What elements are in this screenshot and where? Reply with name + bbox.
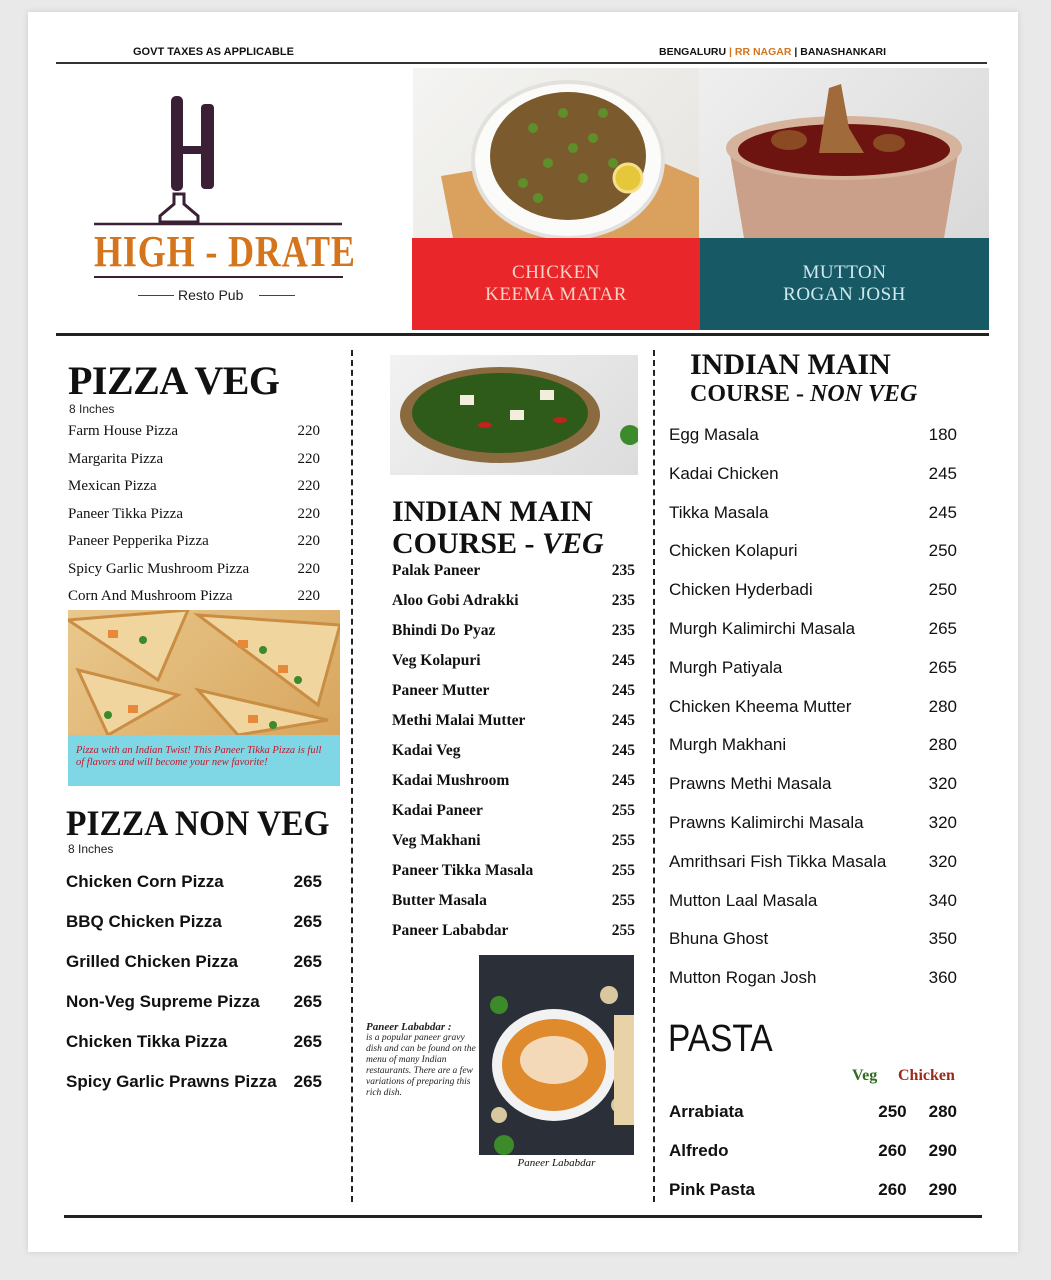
item-price: 180	[928, 425, 957, 444]
item-name: Kadai Veg	[392, 742, 461, 759]
item-name: Methi Malai Mutter	[392, 712, 526, 729]
pizza-nonveg-item	[66, 1072, 322, 1092]
item-price-veg: 250	[878, 1102, 907, 1121]
item-price: 250	[928, 541, 957, 561]
item-price: 245	[611, 652, 635, 669]
column-divider-1	[351, 350, 353, 1202]
pasta-col-chicken: Chicken	[898, 1067, 955, 1084]
beer-tap-icon	[94, 96, 350, 236]
item-price: 245	[611, 772, 635, 789]
item-price: 255	[611, 802, 635, 819]
indian-nonveg-item	[669, 541, 957, 561]
paneer-tikka-pizza-promo	[68, 610, 340, 786]
item-price: 265	[293, 1032, 322, 1051]
indian-nonveg-item	[669, 891, 957, 911]
item-price: 360	[928, 968, 957, 988]
item-name: Chicken Tikka Pizza	[66, 1032, 228, 1051]
indian-nonveg-item	[669, 774, 957, 794]
indian-veg-item	[392, 682, 635, 700]
item-name: Murgh Kalimirchi Masala	[669, 619, 856, 638]
item-name: Butter Masala	[392, 892, 487, 909]
pizza-nonveg-item	[66, 992, 322, 1012]
item-name: Paneer Mutter	[392, 682, 490, 699]
pizza-veg-item	[68, 588, 320, 605]
indian-nonveg-item	[669, 619, 957, 639]
pizza-veg-item	[68, 423, 320, 440]
item-price: 265	[928, 657, 957, 677]
pizza-veg-item	[68, 533, 320, 550]
featured-mutton-rogan-josh: MUTTON ROGAN JOSH	[700, 238, 989, 330]
item-price: 320	[928, 851, 957, 871]
indian-nonveg-item	[669, 813, 957, 833]
indian-veg-item	[392, 832, 635, 850]
pasta-item	[669, 1141, 957, 1161]
pizza-veg-size: 8 Inches	[69, 402, 115, 416]
item-price: 265	[293, 1072, 322, 1091]
item-price: 245	[611, 742, 635, 759]
indian-nonveg-item	[669, 425, 957, 445]
taxes-note: GOVT TAXES AS APPLICABLE	[133, 46, 294, 58]
paneer-lababdar-note: Paneer Lababdar : is a popular paneer gravy dish and can be found on the menu of many Indian restaurants. There are a few variations of preparing this rich dish.	[366, 1021, 476, 1098]
item-name: Paneer Tikka Pizza	[68, 505, 183, 522]
item-name: Egg Masala	[669, 425, 759, 444]
item-name: Kadai Chicken	[669, 463, 779, 483]
item-price: 265	[293, 952, 322, 971]
item-price-veg: 260	[878, 1141, 907, 1160]
indian-nonveg-item	[669, 697, 957, 717]
pasta-item	[669, 1180, 957, 1200]
item-name: Grilled Chicken Pizza	[66, 952, 238, 971]
item-price: 255	[611, 862, 635, 879]
item-price: 245	[611, 712, 635, 729]
item-name: Veg Kolapuri	[392, 652, 481, 669]
item-name: Paneer Pepperika Pizza	[68, 533, 209, 549]
item-name: Paneer Lababdar	[392, 922, 509, 939]
indian-veg-item	[392, 592, 635, 610]
item-price: 235	[611, 592, 635, 609]
promo-caption: Pizza with an Indian Twist! This Paneer Tikka Pizza is full of flavors and will become your new favorite!	[68, 735, 340, 786]
item-name: Murgh Patiyala	[669, 657, 783, 677]
footer-rule	[64, 1215, 982, 1218]
location-rr-nagar: RR NAGAR	[734, 46, 792, 58]
pizza-nonveg-title: PIZZA NON VEG	[66, 803, 330, 843]
item-price: 220	[297, 588, 320, 604]
item-name: Pink Pasta	[669, 1180, 755, 1199]
item-price-chicken: 280	[928, 1102, 957, 1121]
item-price: 320	[928, 774, 957, 794]
paneer-lababdar-photo	[479, 955, 634, 1171]
item-price: 255	[611, 892, 635, 909]
item-price: 220	[297, 450, 320, 467]
pizza-veg-title: PIZZA VEG	[68, 358, 280, 403]
indian-veg-item	[392, 922, 635, 940]
item-name: Chicken Hyderbadi	[669, 580, 813, 600]
item-price: 235	[611, 562, 635, 579]
item-name: Amrithsari Fish Tikka Masala	[669, 851, 887, 871]
header-rule	[56, 62, 987, 64]
item-name: Bhuna Ghost	[669, 929, 769, 949]
pizza-nonveg-size: 8 Inches	[68, 842, 114, 856]
item-price: 220	[297, 478, 320, 494]
pizza-veg-item	[68, 478, 320, 495]
item-name: Prawns Kalimirchi Masala	[669, 813, 864, 832]
item-name: Mutton Rogan Josh	[669, 968, 817, 988]
item-price-veg: 260	[878, 1180, 907, 1199]
indian-nonveg-item	[669, 580, 957, 600]
item-name: Aloo Gobi Adrakki	[392, 592, 519, 609]
item-name: Paneer Tikka Masala	[392, 862, 534, 879]
item-name: Kadai Mushroom	[392, 772, 510, 789]
item-price: 220	[297, 560, 320, 577]
indian-nonveg-item	[669, 735, 957, 755]
featured-chicken-keema-matar: CHICKEN KEEMA MATAR	[412, 238, 700, 330]
item-name: Spicy Garlic Mushroom Pizza	[68, 560, 250, 577]
brand-name: HIGH - DRATE	[94, 227, 356, 276]
indian-nonveg-item	[669, 658, 957, 678]
indian-veg-item	[392, 742, 635, 760]
pizza-nonveg-item	[66, 1032, 322, 1052]
item-name: Non-Veg Supreme Pizza	[66, 992, 260, 1011]
indian-veg-item	[392, 562, 635, 580]
item-name: Spicy Garlic Prawns Pizza	[66, 1072, 277, 1091]
paneer-lababdar-caption: Paneer Lababdar	[479, 1155, 634, 1171]
item-price: 340	[928, 890, 957, 910]
item-name: Murgh Makhani	[669, 735, 787, 755]
indian-veg-item	[392, 772, 635, 790]
column-divider-2	[653, 350, 655, 1202]
item-name: Mexican Pizza	[68, 478, 157, 494]
indian-nonveg-item	[669, 503, 957, 523]
pizza-veg-item	[68, 506, 320, 523]
keema-matar-photo	[413, 68, 699, 238]
location-line: BENGALURU | RR NAGAR | BANASHANKARI	[659, 46, 887, 58]
item-price: 265	[293, 912, 322, 931]
pasta-col-veg: Veg	[852, 1067, 878, 1084]
indian-veg-item	[392, 802, 635, 820]
item-price: 280	[928, 696, 957, 716]
item-price: 265	[293, 992, 322, 1011]
item-price: 235	[611, 622, 635, 639]
item-price-chicken: 290	[928, 1141, 957, 1160]
item-price: 220	[297, 423, 320, 439]
item-price: 250	[928, 580, 957, 600]
pizza-nonveg-item	[66, 912, 322, 932]
pizza-veg-item	[68, 451, 320, 468]
item-name: Arrabiata	[669, 1102, 744, 1121]
item-price: 245	[611, 682, 635, 699]
item-name: Veg Makhani	[392, 832, 481, 849]
item-name: Bhindi Do Pyaz	[392, 622, 496, 639]
item-price: 255	[611, 832, 635, 849]
indian-veg-item	[392, 862, 635, 880]
item-name: Prawns Methi Masala	[669, 774, 832, 794]
indian-nonveg-item	[669, 968, 957, 988]
indian-veg-item	[392, 652, 635, 670]
pizza-veg-item	[68, 561, 320, 578]
item-name: Tikka Masala	[669, 502, 769, 522]
item-name: Alfredo	[669, 1141, 729, 1160]
item-name: Kadai Paneer	[392, 802, 483, 819]
item-price: 280	[928, 735, 957, 755]
item-name: Mutton Laal Masala	[669, 890, 818, 910]
item-price: 350	[928, 929, 957, 949]
indian-veg-item	[392, 712, 635, 730]
brand-logo	[94, 96, 356, 306]
rogan-josh-photo	[699, 68, 989, 238]
pasta-title: PASTA	[668, 1018, 773, 1060]
pasta-item	[669, 1102, 957, 1122]
brand-subtitle: Resto Pub	[178, 287, 244, 303]
indian-nonveg-item	[669, 464, 957, 484]
item-name: Palak Paneer	[392, 562, 481, 579]
location-banashankari: BANASHANKARI	[800, 46, 887, 58]
item-name: Chicken Kolapuri	[669, 541, 798, 561]
item-name: Chicken Kheema Mutter	[669, 696, 852, 716]
item-name: Chicken Corn Pizza	[66, 872, 224, 891]
indian-nonveg-item	[669, 852, 957, 872]
item-price-chicken: 290	[928, 1180, 957, 1199]
item-price: 255	[611, 922, 635, 939]
item-name: Corn And Mushroom Pizza	[68, 588, 233, 604]
palak-paneer-photo	[390, 355, 638, 475]
item-price: 320	[928, 813, 957, 832]
indian-nonveg-title: INDIAN MAIN COURSE - NON VEG	[690, 348, 918, 407]
item-price: 220	[297, 533, 320, 549]
indian-veg-item	[392, 892, 635, 910]
indian-nonveg-item	[669, 929, 957, 949]
pizza-photo	[68, 610, 340, 735]
pizza-nonveg-item	[66, 952, 322, 972]
indian-veg-title: INDIAN MAIN COURSE - VEG	[392, 495, 604, 560]
item-price: 265	[928, 619, 957, 638]
indian-veg-item	[392, 622, 635, 640]
item-name: Farm House Pizza	[68, 423, 178, 439]
menu-page	[28, 12, 1018, 1252]
pizza-nonveg-item	[66, 872, 322, 892]
section-rule	[56, 333, 989, 336]
item-name: Margarita Pizza	[68, 450, 164, 467]
item-name: BBQ Chicken Pizza	[66, 912, 222, 931]
item-price: 265	[293, 872, 322, 891]
item-price: 245	[928, 463, 957, 483]
item-price: 245	[928, 502, 957, 522]
location-bengaluru: BENGALURU	[659, 46, 727, 58]
item-price: 220	[297, 505, 320, 522]
